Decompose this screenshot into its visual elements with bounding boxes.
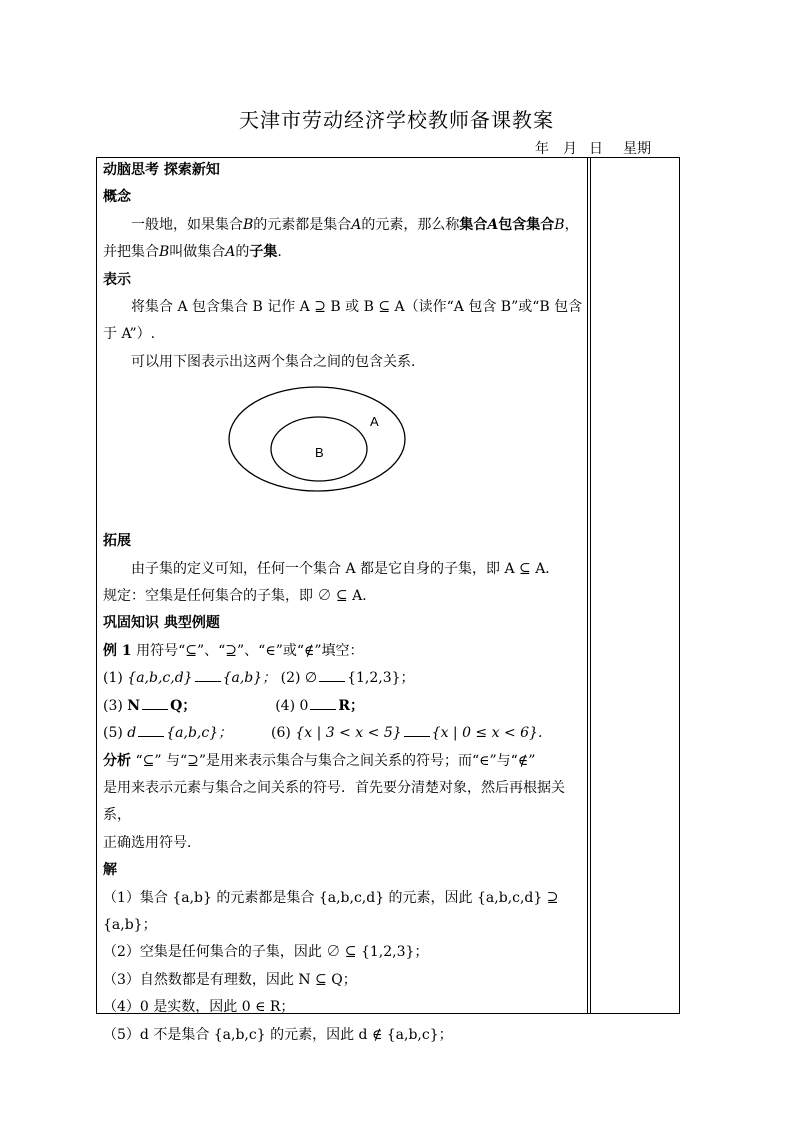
concept-line-2 (103, 239, 585, 266)
item-number: (6) (271, 725, 291, 742)
fill-blank[interactable] (319, 669, 345, 682)
notation-line-2: 于 A”）. (103, 326, 156, 343)
section-heading-explore: 动脑思考 探索新知 (103, 162, 220, 178)
lesson-content (103, 157, 585, 1049)
item-number: (4) (275, 697, 296, 714)
analysis-label: 分析 (103, 752, 131, 769)
item-set: {x | 0 ≤ x < 6}. (431, 725, 543, 742)
text-run: 一般地，如果集合 (131, 216, 243, 233)
fill-blank[interactable] (142, 697, 168, 710)
solution-1: （1）集合 {a,b} 的元素都是集合 {a,b,c,d} 的元素，因此 {a,b,c,d} ⊇ {a,b}； (103, 889, 559, 933)
item-number: (2) (280, 670, 301, 687)
date-month-label: 月 (563, 141, 577, 157)
item-set: 0 (299, 697, 309, 714)
item-set: N (127, 697, 141, 714)
example-text: 用符号“⊆”、“⊇”、“∈”或“∉”填空： (136, 642, 364, 659)
solution-heading: 解 (103, 862, 117, 879)
side-column-divider-inner (590, 157, 591, 1014)
date-weekday-label: 星期 (623, 141, 651, 157)
example-items-row-3 (103, 720, 585, 747)
notation-line-3: 可以用下图表示出这两个集合之间的包含关系． (131, 353, 425, 370)
text-run: 的 (235, 244, 250, 261)
analysis-line-2: 是用来表示元素与集合之间关系的符号．首先要分清楚对象，然后再根据关系， (103, 779, 565, 824)
math-var: A (225, 244, 236, 261)
fill-blank[interactable] (310, 697, 336, 710)
text-run: ， (564, 216, 579, 233)
solution-5: （5）d 不是集合 {a,b,c} 的元素，因此 d ∉ {a,b,c}； (103, 1026, 453, 1043)
bold-term: 集合 (459, 216, 488, 233)
date-day-label: 日 (589, 141, 603, 157)
analysis-line-3: 正确选用符号． (103, 834, 201, 851)
item-set: ∅ (304, 670, 318, 687)
text-run: 并把集合 (103, 244, 159, 261)
math-var: B (554, 216, 565, 233)
item-set: {x | 3 < x < 5} (295, 725, 402, 742)
item-set: {1,2,3}； (347, 670, 415, 687)
math-var: A (487, 216, 499, 233)
expand-heading: 拓展 (103, 533, 131, 550)
section-heading-examples: 巩固知识 典型例题 (103, 615, 220, 632)
expand-line-2: 规定：空集是任何集合的子集，即 ∅ ⊆ A． (103, 588, 377, 605)
example-label: 例 1 (103, 642, 132, 659)
concept-line-1 (103, 212, 585, 239)
example-items-row-1 (103, 665, 585, 692)
item-number: (5) (103, 725, 123, 742)
example-items-row-2 (103, 693, 585, 720)
math-var: B (243, 216, 254, 233)
math-var: B (159, 244, 170, 261)
solution-3: （3）自然数都是有理数，因此 N ⊆ Q； (103, 971, 357, 988)
venn-label-b: B (315, 445, 324, 461)
text-run: 的元素都是集合 (253, 216, 352, 233)
item-number: (3) (103, 697, 123, 714)
notation-line-1: 将集合 A 包含集合 B 记作 A ⊇ B 或 B ⊆ A（读作“A 包含 B”或“B 包含 (131, 299, 583, 316)
analysis-text: “⊆” 与“⊇”是用来表示集合与集合之间关系的符号；而“∈”与“∉” (135, 752, 536, 769)
fill-blank[interactable] (404, 724, 430, 737)
notation-heading: 表示 (103, 271, 131, 288)
bold-term: 子集 (249, 244, 278, 261)
text-run: 叫做集合 (169, 244, 226, 261)
math-var: A (351, 216, 362, 233)
concept-heading: 概念 (103, 189, 131, 206)
analysis-line-1 (103, 748, 585, 775)
item-set: {a,b,c,d} (127, 670, 193, 687)
solution-4: （4）0 是实数，因此 0 ∈ R； (103, 999, 295, 1016)
solution-2: （2）空集是任何集合的子集，因此 ∅ ⊆ {1,2,3}； (103, 944, 429, 961)
item-number: (1) (103, 670, 123, 687)
item-set: R； (338, 697, 365, 714)
bold-term: 包含集合 (498, 216, 555, 233)
side-column-divider (587, 157, 588, 1014)
venn-outer-ellipse (229, 387, 405, 491)
expand-line-1: 由子集的定义可知，任何一个集合 A 都是它自身的子集，即 A ⊆ A． (131, 560, 560, 577)
item-set: d (127, 725, 137, 742)
venn-svg (227, 384, 427, 494)
item-set: {a,b}； (222, 670, 277, 687)
page-title: 天津市劳动经济学校教师备课教案 (239, 108, 554, 132)
date-year-label: 年 (535, 141, 549, 157)
fill-blank[interactable] (138, 724, 164, 737)
venn-label-a: A (370, 414, 379, 430)
example-1-prompt (103, 638, 585, 665)
venn-diagram (103, 376, 585, 528)
date-line (535, 138, 651, 158)
text-run: . (277, 244, 282, 261)
item-set: {a,b,c}； (166, 725, 233, 742)
fill-blank[interactable] (195, 669, 221, 682)
item-set: Q； (170, 697, 197, 714)
text-run: 的元素，那么称 (361, 216, 460, 233)
